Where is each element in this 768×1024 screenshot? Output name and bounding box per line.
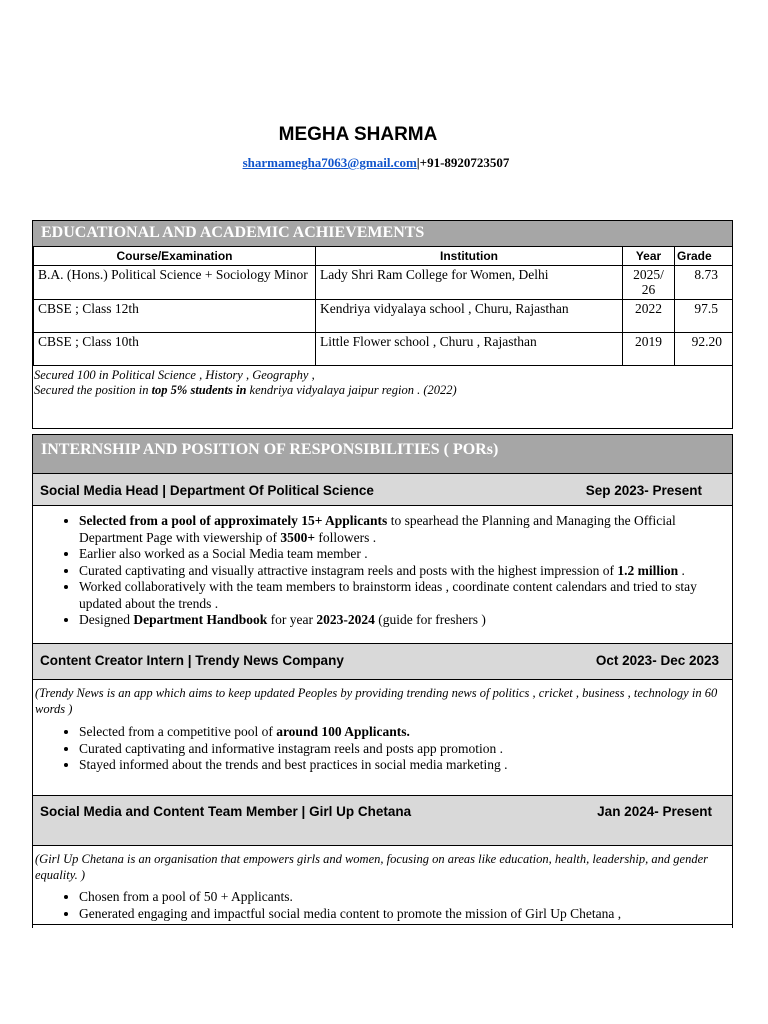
list-item	[79, 612, 732, 629]
bullet-bold-text: around 100 Applicants.	[276, 724, 410, 739]
phone-number: +91-8920723507	[419, 155, 510, 170]
bullet-bold-text: 2023-2024	[316, 612, 375, 627]
list-item: • Generated engaging and impactful social media content to promote the mission of Girl Up Chetana ,	[79, 906, 732, 923]
role-bullets	[33, 883, 732, 922]
column-header-course: Course/Examination	[34, 247, 316, 266]
year-cell: 2022	[623, 300, 675, 333]
table-row	[34, 300, 733, 333]
bullet-text: followers .	[315, 529, 377, 545]
internship-heading: INTERNSHIP AND POSITION OF RESPONSIBILITIES ( PORs)	[33, 435, 732, 473]
bullet-text: (guide for freshers )	[374, 612, 486, 627]
column-header-grade: Grade	[675, 247, 733, 266]
list-item: • Curated captivating and informative instagram reels and posts app promotion .	[79, 741, 732, 758]
column-header-year: Year	[623, 247, 675, 266]
institution-cell: Lady Shri Ram College for Women, Delhi	[316, 266, 623, 300]
bullet-text: Curated captivating and visually attractive instagram reels and posts with the highest impression of	[79, 562, 618, 578]
course-cell: CBSE ; Class 10th	[34, 333, 316, 366]
list-item: • Chosen from a pool of 50 + Applicants.	[79, 889, 732, 906]
table-row	[34, 333, 733, 366]
role-body	[33, 680, 732, 795]
course-cell: CBSE ; Class 12th	[34, 300, 316, 333]
achievements-note	[33, 366, 732, 400]
role-title: Social Media and Content Team Member | Girl Up Chetana	[40, 804, 412, 819]
role-dates: Oct 2023- Dec 2023	[595, 653, 719, 668]
role-title: Content Creator Intern | Trendy News Company	[40, 653, 344, 668]
note-text: kendriya vidyalaya jaipur region . (2022)	[246, 383, 457, 397]
role-bullets	[33, 506, 732, 643]
bullet-text: .	[678, 562, 685, 578]
role-dates: Sep 2023- Present	[585, 483, 702, 498]
contact-line	[0, 155, 752, 171]
bullet-text: Designed	[79, 612, 134, 627]
list-item	[79, 513, 732, 546]
bullet-text: Selected from a competitive pool of	[79, 724, 277, 739]
list-item: • Stayed informed about the trends and best practices in social media marketing .	[79, 757, 732, 774]
table-row	[34, 266, 733, 300]
note-text: Secured the position in	[34, 383, 152, 397]
bullet-text: to spearhead the Planning and Managing the Official Department Page with viewership of	[79, 513, 676, 545]
list-item	[79, 724, 732, 741]
role-dates: Jan 2024- Present	[597, 804, 712, 819]
institution-cell: Little Flower school , Churu , Rajasthan	[316, 333, 623, 366]
achievement-line	[34, 383, 731, 398]
company-description: (Trendy News is an app which aims to keep updated Peoples by providing trending news of politics , cricket , business , technology in 60 words )	[35, 686, 718, 716]
achievement-line: Secured 100 in Political Science , History , Geography ,	[34, 368, 315, 382]
grade-cell: 92.20	[675, 333, 733, 366]
list-item	[79, 563, 732, 580]
education-table	[33, 246, 733, 366]
grade-cell: 8.73	[675, 266, 733, 300]
year-cell: 2019	[623, 333, 675, 366]
education-table-header	[34, 247, 733, 266]
column-header-institution: Institution	[316, 247, 623, 266]
list-item: • Worked collaboratively with the team members to brainstorm ideas , coordinate content calendars and tried to stay updated about the trends .	[79, 579, 732, 612]
role-header-content-creator	[33, 643, 732, 680]
email-link[interactable]: sharmamegha7063@gmail.com	[242, 155, 417, 170]
organisation-description: (Girl Up Chetana is an organisation that empowers girls and women, focusing on areas like education, health, leadership, and gender equality. )	[35, 852, 708, 882]
bullet-bold-text: Department Handbook	[133, 612, 268, 627]
candidate-name: MEGHA SHARMA	[278, 124, 438, 145]
grade-cell: 97.5	[675, 300, 733, 333]
role-body	[33, 846, 732, 925]
role-header-girl-up-chetana	[33, 795, 732, 846]
year-cell: 2025/ 26	[623, 266, 675, 300]
institution-cell: Kendriya vidyalaya school , Churu, Rajasthan	[316, 300, 623, 333]
education-section	[32, 220, 733, 429]
internship-section	[32, 434, 733, 928]
course-cell: B.A. (Hons.) Political Science + Sociology Minor	[34, 266, 316, 300]
bullet-text: for year	[267, 612, 317, 627]
bullet-bold-text: Selected from a pool of approximately 15+ Applicants	[79, 513, 388, 528]
bullet-bold-text: 3500+	[280, 529, 316, 545]
bullet-bold-text: 1.2 million	[617, 562, 679, 578]
note-bold-text: top 5% students in	[151, 383, 247, 397]
role-bullets	[33, 717, 732, 774]
contact-separator: |	[416, 155, 420, 170]
role-title: Social Media Head | Department Of Political Science	[40, 483, 374, 498]
education-heading: EDUCATIONAL AND ACADEMIC ACHIEVEMENTS	[33, 221, 732, 246]
role-header-social-media-head	[33, 473, 732, 506]
list-item: • Earlier also worked as a Social Media team member .	[79, 546, 732, 563]
